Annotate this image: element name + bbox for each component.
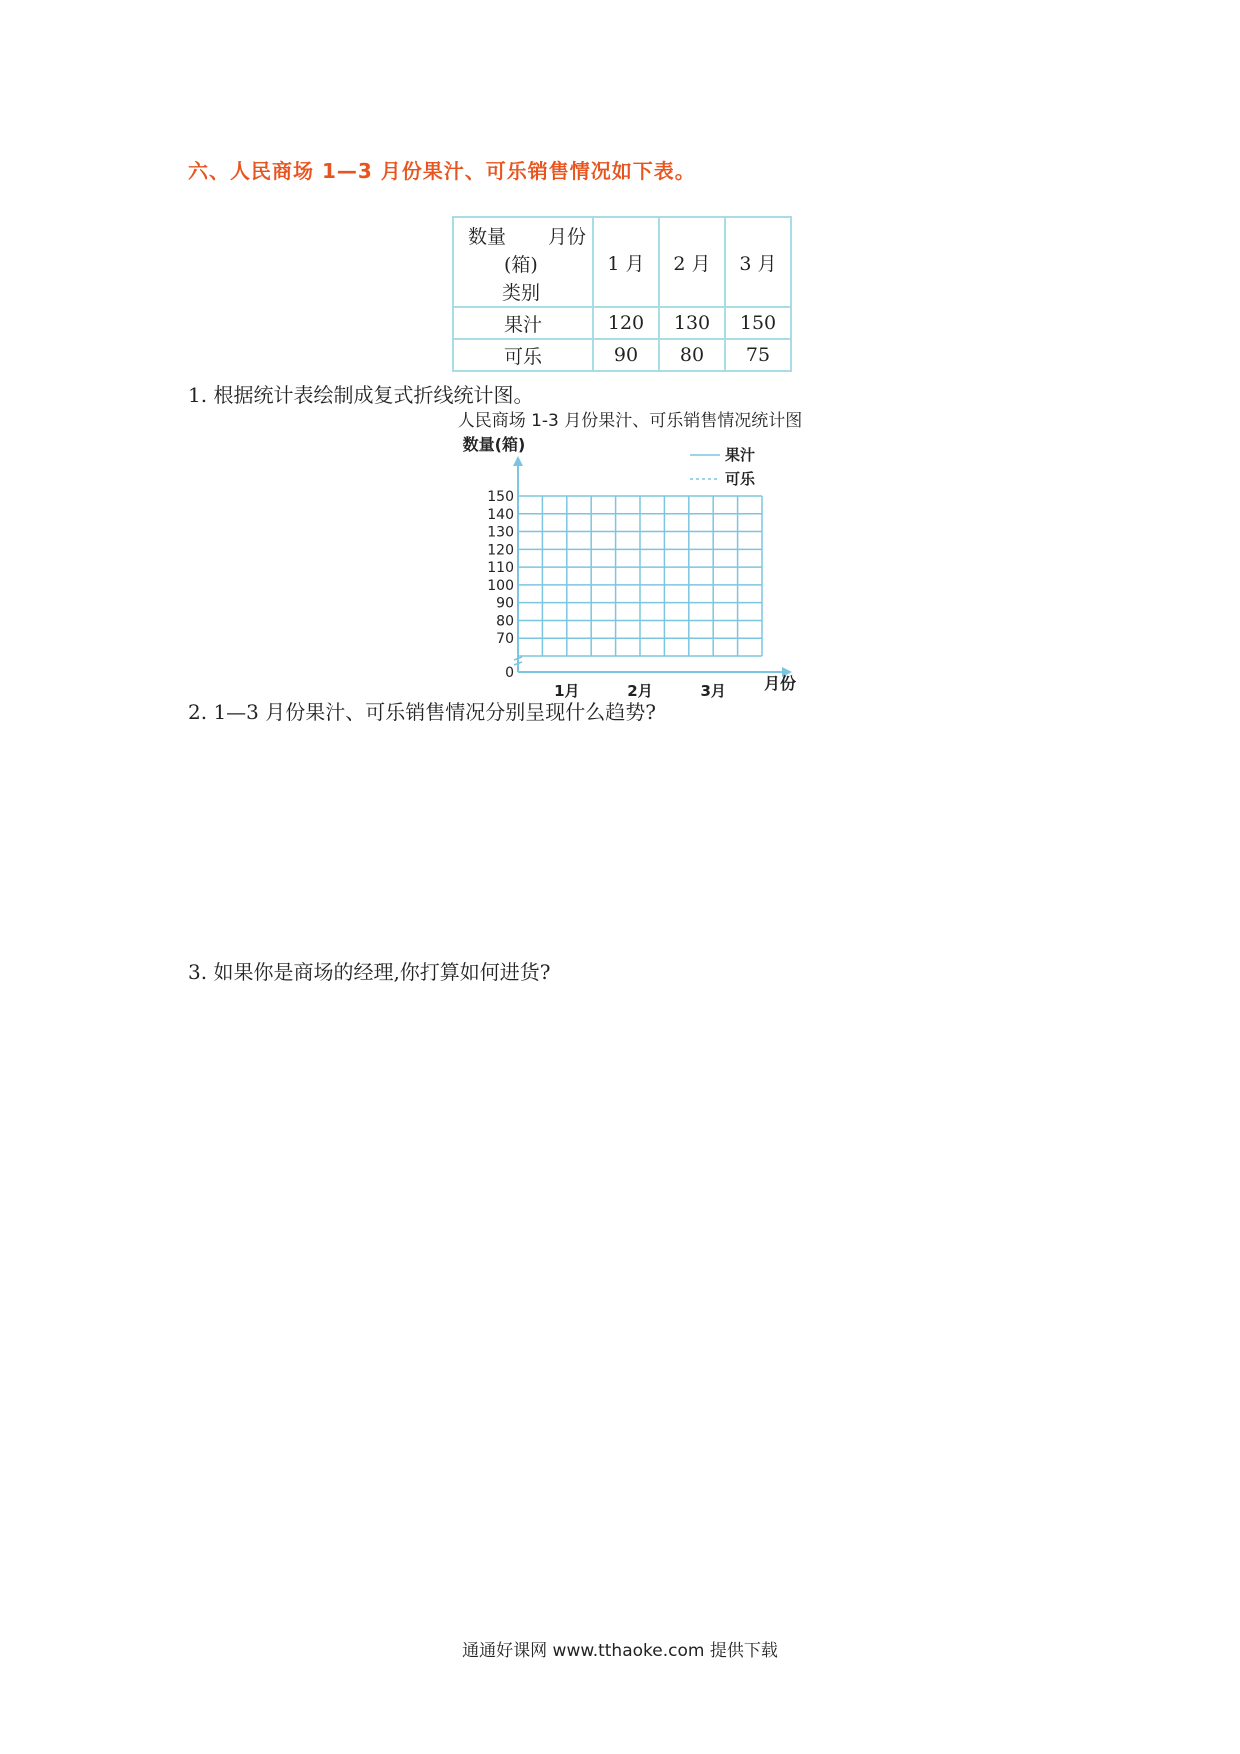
table-cell: 90: [593, 339, 659, 371]
chart-y-ticks: [487, 489, 514, 681]
table-corner-cell: [453, 217, 593, 307]
line-chart: [420, 400, 820, 700]
legend-label: 果汁: [725, 446, 756, 464]
table-cell: 130: [659, 307, 725, 339]
row-label-juice: 果汁: [453, 307, 593, 339]
y-tick-label: 150: [487, 489, 514, 505]
corner-month-label: 月份: [547, 226, 586, 248]
chart-y-axis-label: 数量(箱): [462, 435, 526, 454]
row-label-cola: 可乐: [453, 339, 593, 371]
y-tick-label: 100: [487, 577, 514, 594]
footer-note: 通通好课网 www.tthaoke.com 提供下载: [462, 1641, 778, 1661]
y-tick-label: 0: [505, 665, 514, 681]
table-header-month-3: 3 月: [725, 217, 791, 307]
table-row: [453, 339, 791, 371]
y-tick-label: 110: [487, 560, 514, 577]
section-heading: 六、人民商场 1—3 月份果汁、可乐销售情况如下表。: [188, 159, 696, 183]
chart-grid: [518, 496, 762, 656]
chart-legend: [690, 446, 756, 488]
chart-x-axis-label: 月份: [763, 674, 797, 693]
table-header-month-2: 2 月: [659, 217, 725, 307]
legend-label: 可乐: [725, 470, 756, 488]
y-tick-label: 130: [487, 524, 514, 541]
sales-table: [452, 216, 792, 372]
corner-category-label: 类别: [502, 282, 541, 304]
y-axis-arrow-icon: [513, 456, 523, 466]
table-row: [453, 307, 791, 339]
table-cell: 150: [725, 307, 791, 339]
question-2: 2. 1—3 月份果汁、可乐销售情况分别呈现什么趋势?: [188, 700, 656, 724]
table-cell: 80: [659, 339, 725, 371]
corner-unit-label: (箱): [504, 254, 538, 276]
y-tick-label: 90: [496, 595, 514, 612]
y-tick-label: 70: [496, 631, 514, 648]
table-cell: 75: [725, 339, 791, 371]
x-tick-label: 3月: [700, 682, 726, 700]
y-tick-label: 120: [487, 542, 514, 559]
chart-title: 人民商场 1-3 月份果汁、可乐销售情况统计图: [457, 411, 803, 431]
x-tick-label: 2月: [627, 682, 653, 700]
y-tick-label: 140: [487, 506, 514, 523]
y-tick-label: 80: [496, 613, 514, 630]
x-tick-label: 1月: [554, 682, 580, 700]
table-header-month-1: 1 月: [593, 217, 659, 307]
corner-quantity-label: 数量: [468, 226, 507, 248]
question-1: 1. 根据统计表绘制成复式折线统计图。: [188, 383, 534, 407]
question-3: 3. 如果你是商场的经理,你打算如何进货?: [188, 960, 551, 984]
table-cell: 120: [593, 307, 659, 339]
